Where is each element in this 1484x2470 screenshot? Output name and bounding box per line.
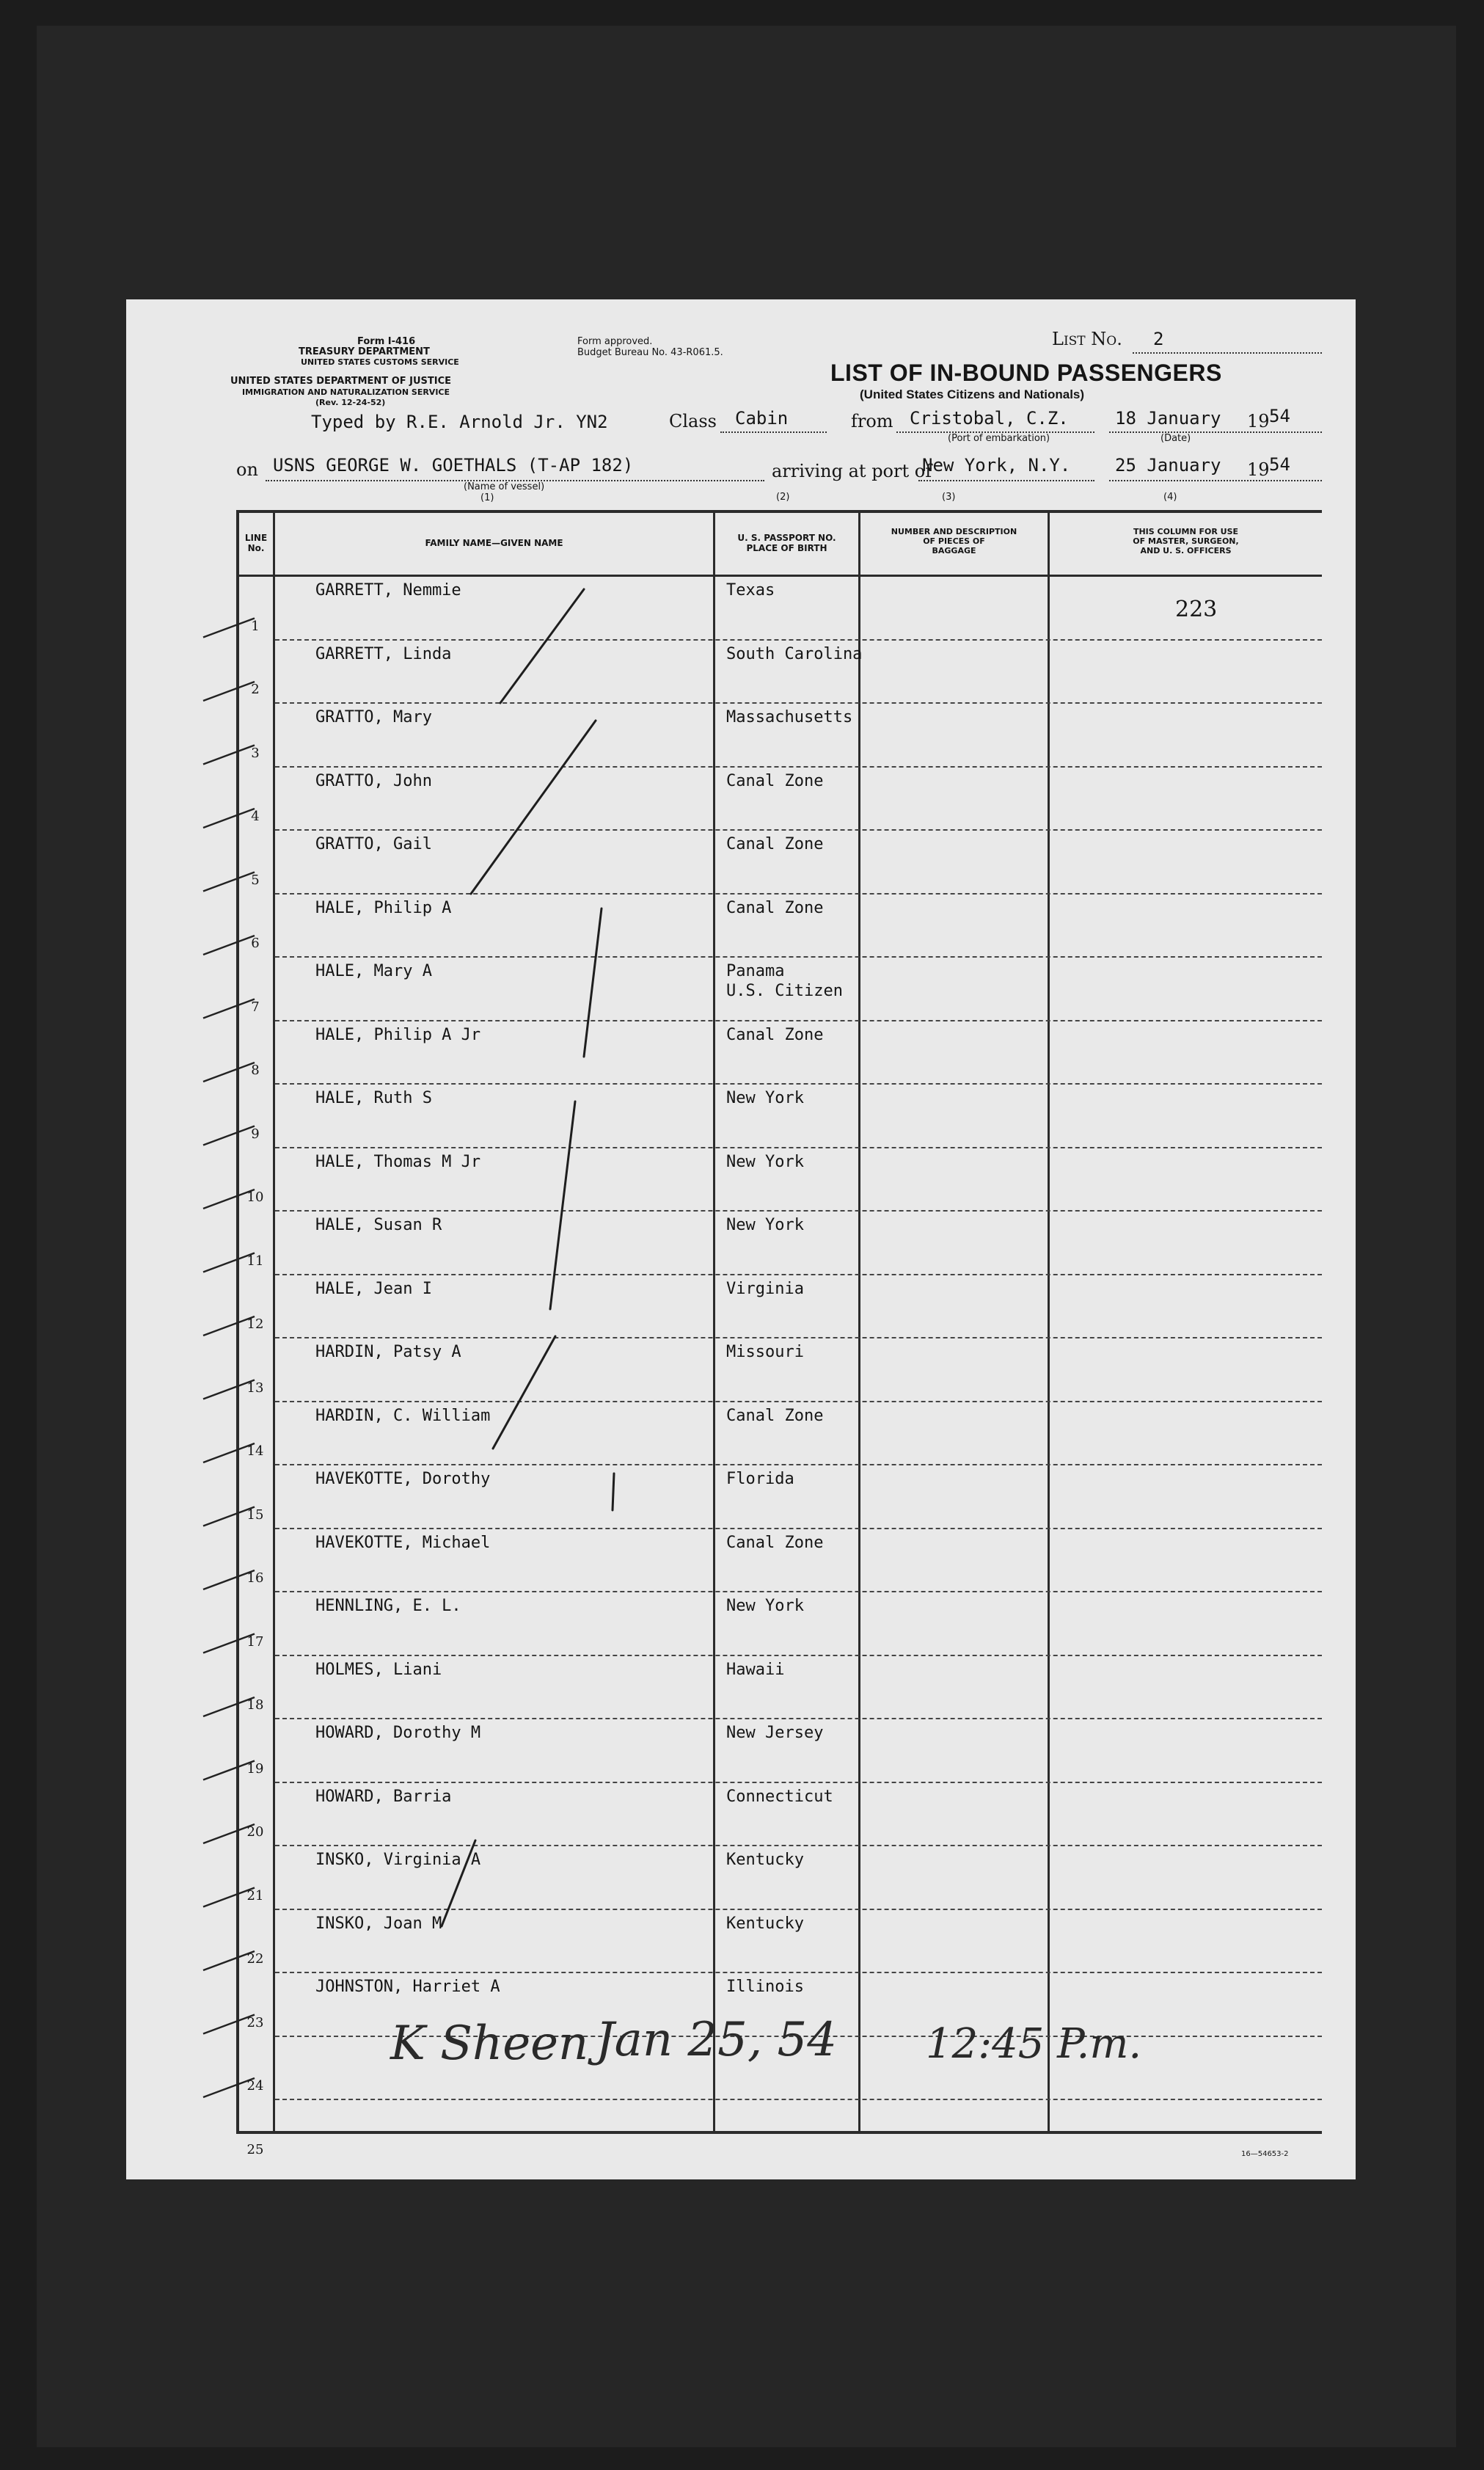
- line-number: 11: [246, 1253, 264, 1269]
- agency-justice: UNITED STATES DEPARTMENT OF JUSTICE: [230, 376, 452, 387]
- line-number: 1: [251, 618, 260, 634]
- line-number: 6: [251, 936, 260, 951]
- passenger-name: HAVEKOTTE, Michael: [315, 1533, 491, 1552]
- col-name-header: FAMILY NAME—GIVEN NAME: [425, 538, 563, 548]
- line-number: 4: [251, 809, 260, 824]
- passenger-name: GRATTO, Mary: [315, 708, 432, 726]
- line-number: 16: [246, 1570, 264, 1586]
- manifest-sheet: [126, 299, 1356, 2179]
- list-no-label: List No.: [1052, 329, 1122, 349]
- place-of-birth: South Carolina: [726, 644, 863, 663]
- line-number: 10: [246, 1190, 264, 1205]
- print-code: 16—54653-2: [1241, 2150, 1289, 2158]
- arrival-date: 25 January: [1115, 455, 1221, 476]
- line-number: 3: [251, 745, 260, 761]
- place-of-birth: Illinois: [726, 1978, 804, 1996]
- place-of-birth: Canal Zone: [726, 835, 824, 853]
- passenger-name: HALE, Philip A Jr: [315, 1025, 481, 1044]
- line-number: 2: [251, 682, 260, 697]
- passenger-name: HALE, Mary A: [315, 962, 432, 980]
- line-number: 24: [246, 2078, 264, 2094]
- line-number: 18: [246, 1697, 264, 1713]
- place-of-birth: Texas: [726, 581, 775, 600]
- list-no-value: 2: [1153, 329, 1164, 349]
- place-of-birth: New York: [726, 1597, 804, 1615]
- col-officers-header: THIS COLUMN FOR USE OF MASTER, SURGEON, AND U. S. OFFICERS: [1133, 527, 1239, 555]
- depart-year: 54: [1269, 406, 1290, 426]
- inspector-signature: K Sheen: [390, 2017, 589, 2071]
- place-of-birth: New York: [726, 1089, 804, 1107]
- date-caption: (Date): [1160, 433, 1191, 444]
- line-number: 14: [246, 1443, 264, 1459]
- passenger-name: HARDIN, C. William: [315, 1406, 491, 1425]
- place-of-birth: Connecticut: [726, 1787, 833, 1806]
- passenger-name: HALE, Ruth S: [315, 1089, 432, 1107]
- place-of-birth: Canal Zone: [726, 1406, 824, 1425]
- place-of-birth: New Jersey: [726, 1724, 824, 1742]
- col-passport-header: U. S. PASSPORT NO. PLACE OF BIRTH: [737, 533, 836, 553]
- arrival-port: New York, N.Y.: [922, 455, 1071, 476]
- line-number: 13: [246, 1380, 264, 1396]
- line-number: 5: [251, 872, 260, 888]
- vessel-caption: (Name of vessel): [464, 481, 545, 492]
- arriving-label: arriving at port of: [772, 461, 932, 481]
- place-of-birth: Panama U.S. Citizen: [726, 962, 843, 1000]
- line-number: 17: [246, 1633, 264, 1650]
- passenger-name: HALE, Thomas M Jr: [315, 1152, 481, 1171]
- place-of-birth: Canal Zone: [726, 1025, 824, 1044]
- agency-ins: IMMIGRATION AND NATURALIZATION SERVICE: [242, 387, 450, 397]
- place-of-birth: Canal Zone: [726, 898, 824, 917]
- line-number: 19: [246, 1760, 264, 1777]
- passenger-name: HENNLING, E. L.: [315, 1597, 461, 1615]
- form-revision: (Rev. 12-24-52): [315, 398, 386, 407]
- passenger-name: HARDIN, Patsy A: [315, 1343, 461, 1361]
- from-value: Cristobal, C.Z.: [910, 408, 1069, 429]
- place-of-birth: Canal Zone: [726, 1533, 824, 1552]
- depart-date: 18 January: [1115, 408, 1221, 429]
- col-baggage-header: NUMBER AND DESCRIPTION OF PIECES OF BAGGAGE: [891, 527, 1017, 555]
- vessel-name: USNS GEORGE W. GOETHALS (T-AP 182): [273, 455, 634, 476]
- check-marks: [126, 299, 1356, 2179]
- signature-time: 12:45 P.m.: [926, 2020, 1142, 2068]
- passenger-name: GARRETT, Nemmie: [315, 581, 461, 600]
- line-number: 23: [246, 2014, 264, 2030]
- port-caption: (Port of embarkation): [948, 433, 1050, 444]
- place-of-birth: Canal Zone: [726, 771, 824, 790]
- typed-by: Typed by R.E. Arnold Jr. YN2: [311, 412, 608, 432]
- line-number: 12: [246, 1316, 264, 1332]
- place-of-birth: Hawaii: [726, 1660, 785, 1679]
- page-subtitle: (United States Citizens and Nationals): [860, 387, 1085, 401]
- passenger-name: INSKO, Joan M: [315, 1914, 442, 1933]
- col-line-header: LINE No.: [244, 533, 268, 553]
- on-label: on: [236, 459, 258, 480]
- signature-date: Jan 25, 54: [596, 2013, 837, 2067]
- place-of-birth: Florida: [726, 1470, 794, 1488]
- form-approved: Form approved.: [577, 336, 653, 347]
- form-number: Form I-416: [357, 336, 416, 347]
- col-number-4: (4): [1163, 492, 1177, 503]
- line-number: 15: [246, 1507, 264, 1523]
- year-prefix: 19: [1247, 411, 1270, 431]
- place-of-birth: New York: [726, 1216, 804, 1234]
- place-of-birth: New York: [726, 1152, 804, 1171]
- line-number: 21: [246, 1887, 264, 1903]
- col-number-2: (2): [776, 492, 790, 503]
- line-number: 9: [251, 1126, 260, 1142]
- line-number: 7: [251, 999, 260, 1015]
- passenger-name: GRATTO, John: [315, 771, 432, 790]
- passenger-name: GRATTO, Gail: [315, 835, 432, 853]
- place-of-birth: Kentucky: [726, 1914, 804, 1933]
- place-of-birth: Virginia: [726, 1279, 804, 1298]
- passenger-name: HALE, Philip A: [315, 898, 452, 917]
- line-number: 22: [246, 1951, 264, 1967]
- agency-treasury: TREASURY DEPARTMENT: [299, 346, 430, 357]
- place-of-birth: Kentucky: [726, 1851, 804, 1869]
- from-label: from: [851, 411, 893, 431]
- line-number: 20: [246, 1824, 264, 1840]
- passenger-name: GARRETT, Linda: [315, 644, 452, 663]
- arrival-year: 54: [1269, 454, 1290, 475]
- place-of-birth: Missouri: [726, 1343, 804, 1361]
- passenger-name: HALE, Jean I: [315, 1279, 432, 1298]
- passenger-name: INSKO, Virginia A: [315, 1851, 481, 1869]
- line-number: 25: [246, 2141, 264, 2157]
- year-prefix-2: 19: [1247, 459, 1270, 480]
- class-value: Cabin: [735, 408, 789, 429]
- passenger-name: HALE, Susan R: [315, 1216, 442, 1234]
- passenger-name: HAVEKOTTE, Dorothy: [315, 1470, 491, 1488]
- budget-bureau: Budget Bureau No. 43-R061.5.: [577, 347, 723, 358]
- officer-note: 223: [1175, 597, 1218, 622]
- passenger-name: HOLMES, Liani: [315, 1660, 442, 1679]
- line-number: 8: [251, 1063, 260, 1078]
- col-number-3: (3): [942, 492, 956, 503]
- agency-customs: UNITED STATES CUSTOMS SERVICE: [301, 357, 459, 367]
- passenger-name: JOHNSTON, Harriet A: [315, 1978, 500, 1996]
- vessel-column-number: (1): [480, 492, 494, 503]
- passenger-name: HOWARD, Barria: [315, 1787, 452, 1806]
- class-label: Class: [669, 411, 717, 431]
- passenger-name: HOWARD, Dorothy M: [315, 1724, 481, 1742]
- place-of-birth: Massachusetts: [726, 708, 853, 726]
- page-title: LIST OF IN-BOUND PASSENGERS: [830, 360, 1222, 386]
